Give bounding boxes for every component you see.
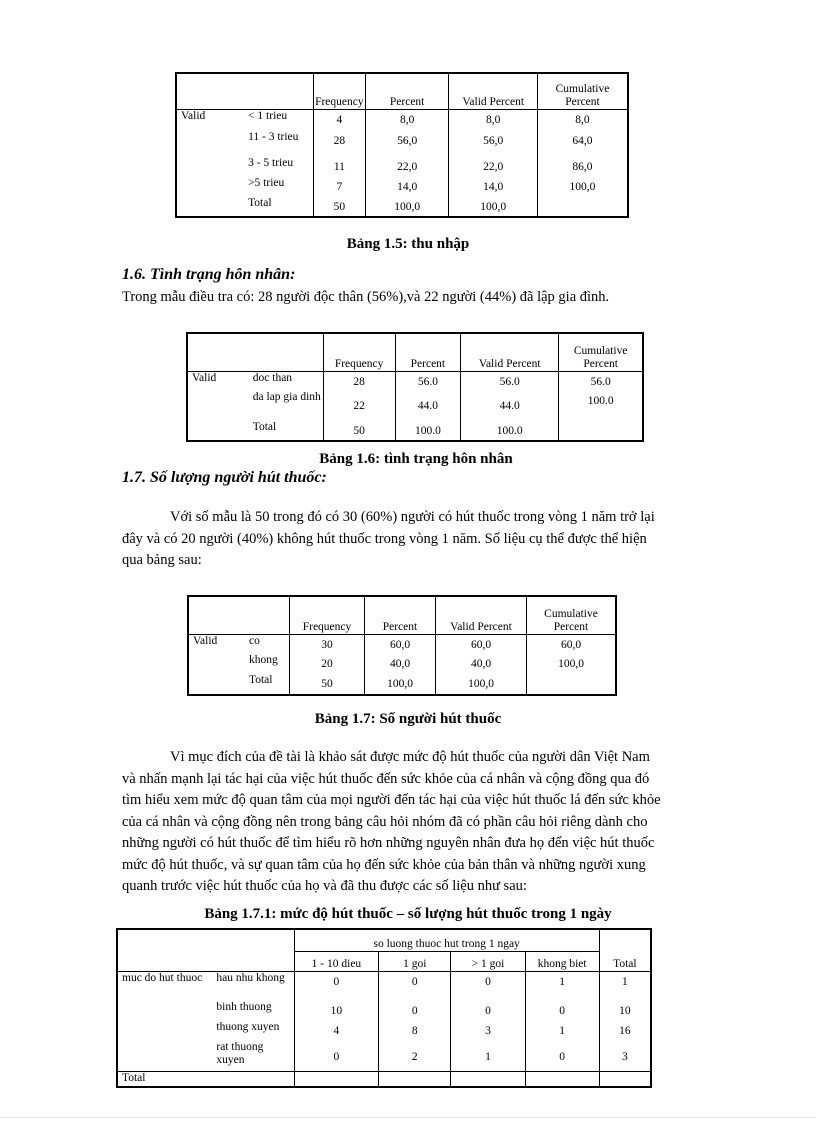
cell-cum: 86,0 (537, 157, 628, 177)
cell-cum: 56.0 (559, 371, 643, 391)
cell-freq: 28 (313, 131, 365, 157)
cell: 3 (599, 1041, 651, 1071)
col-header-valid-percent: Valid Percent (461, 333, 559, 371)
cell-vpct: 22,0 (449, 157, 538, 177)
cell-vpct: 100,0 (436, 674, 527, 695)
cell-pct: 100,0 (365, 197, 449, 217)
cell: 8 (379, 1021, 451, 1041)
text-line: qua bảng sau: (122, 552, 202, 568)
col-header-frequency: Frequency (323, 333, 395, 371)
cell: 0 (451, 1001, 525, 1021)
group-label: Valid (176, 109, 238, 217)
cell (599, 1071, 651, 1087)
cell-cum: 100,0 (537, 177, 628, 197)
row-label: co (241, 634, 290, 654)
text-line: Vì mục đích của đề tài là khảo sát được mức độ hút thuốc của người dân Việt Nam (170, 749, 650, 765)
cell-freq: 11 (313, 157, 365, 177)
cell-cum: 100.0 (559, 391, 643, 421)
section-heading: 1.7. Số lượng người hút thuốc: (122, 469, 327, 486)
col-header: khong biet (525, 951, 599, 971)
text-line: mức độ hút thuốc, và sự quan tâm của họ đến sức khỏe của bản thân và những người xung (122, 856, 646, 873)
cell-pct: 8,0 (365, 109, 449, 131)
cell-cum: 64,0 (537, 131, 628, 157)
col-header: > 1 goi (451, 951, 525, 971)
body-paragraph (122, 747, 722, 898)
group-label: Valid (187, 371, 243, 441)
section-heading: 1.6. Tình trạng hôn nhân: (122, 266, 296, 283)
cell: 0 (525, 1001, 599, 1021)
cell-vpct: 14,0 (449, 177, 538, 197)
col-header-total: Total (599, 929, 651, 971)
span-header: so luong thuoc hut trong 1 ngay (294, 929, 599, 951)
cell-vpct: 100,0 (449, 197, 538, 217)
col-header-frequency: Frequency (313, 73, 365, 109)
row-group-label: muc do hut thuoc (117, 971, 212, 1071)
cell-cum: 8,0 (537, 109, 628, 131)
row-label: 11 - 3 trieu (238, 131, 313, 157)
cell: 0 (451, 971, 525, 1001)
cell-cum (559, 421, 643, 441)
cell: 2 (379, 1041, 451, 1071)
cell-pct: 56.0 (395, 371, 461, 391)
cell-vpct: 40,0 (436, 654, 527, 674)
col-header-cumulative-percent: Cumulative Percent (537, 73, 628, 109)
row-label: doc than (243, 371, 323, 391)
table-caption: Bảng 1.6: tình trạng hôn nhân (319, 451, 513, 467)
smoking-crosstab (116, 928, 652, 1088)
cell-freq: 7 (313, 177, 365, 197)
header-empty (176, 73, 313, 109)
cell-vpct: 100.0 (461, 421, 559, 441)
header-empty (117, 929, 294, 971)
cell-pct: 22,0 (365, 157, 449, 177)
col-header-valid-percent: Valid Percent (449, 73, 538, 109)
cell: 4 (294, 1021, 379, 1041)
section-paragraph (122, 507, 702, 572)
cell-vpct: 8,0 (449, 109, 538, 131)
cell-freq: 50 (323, 421, 395, 441)
cell: 1 (525, 1021, 599, 1041)
cell: 1 (451, 1041, 525, 1071)
text-line: Với số mẫu là 50 trong đó có 30 (60%) người có hút thuốc trong vòng 1 năm trở lại (170, 509, 655, 525)
text-line: của cá nhân và cộng đồng nên trong bảng câu hỏi nhóm đã có phần câu hỏi riêng dành cho (122, 813, 648, 830)
row-label-total: Total (243, 421, 323, 441)
income-table (175, 72, 629, 218)
cell-freq: 4 (313, 109, 365, 131)
cell: 1 (525, 971, 599, 1001)
text-line: quanh trước việc hút thuốc của họ và đã thu được các số liệu như sau: (122, 878, 527, 894)
col-header-cumulative-percent: Cumulative Percent (559, 333, 643, 371)
crosstab-container (116, 928, 652, 1084)
cell (525, 1071, 599, 1087)
cell-pct: 44.0 (395, 391, 461, 421)
cell-vpct: 56.0 (461, 371, 559, 391)
table-caption: Bảng 1.5: thu nhập (346, 236, 470, 252)
col-header-percent: Percent (365, 596, 436, 634)
cell: 3 (451, 1021, 525, 1041)
cell-pct: 40,0 (365, 654, 436, 674)
cell-pct: 56,0 (365, 131, 449, 157)
header-empty (187, 333, 323, 371)
col-header: 1 - 10 dieu (294, 951, 379, 971)
col-header-valid-percent: Valid Percent (436, 596, 527, 634)
header-empty (188, 596, 290, 634)
text-line: những người có hút thuốc để tìm hiểu rõ hơn những nguyên nhân đưa họ đến việc hút thuốc (122, 835, 655, 851)
cell-cum: 100,0 (527, 654, 617, 674)
smokers-table (187, 595, 617, 696)
cell-pct: 100.0 (395, 421, 461, 441)
row-label-total: Total (238, 197, 313, 217)
table-caption: Bảng 1.7.1: mức độ hút thuốc – số lượng hút thuốc trong 1 ngày (204, 906, 612, 922)
cell-cum (527, 674, 617, 695)
cell-freq: 50 (313, 197, 365, 217)
cell: 0 (379, 971, 451, 1001)
row-label: 3 - 5 trieu (238, 157, 313, 177)
text-line: Trong mẫu điều tra có: 28 người độc thân (56%),và 22 người (44%) đã lập gia đình. (122, 289, 610, 305)
cell: 10 (294, 1001, 379, 1021)
cell: 0 (525, 1041, 599, 1071)
row-label-total: Total (241, 674, 290, 695)
row-label: >5 trieu (238, 177, 313, 197)
col-header-cumulative-percent: Cumulative Percent (527, 596, 617, 634)
cell (379, 1071, 451, 1087)
group-label: Valid (188, 634, 241, 695)
row-label: khong (241, 654, 290, 674)
cell-vpct: 60,0 (436, 634, 527, 654)
text-line: đây và có 20 người (40%) không hút thuốc trong vòng 1 năm. Số liệu cụ thể được thể hiện (122, 530, 647, 547)
row-label: thuong xuyen (212, 1021, 294, 1041)
cell: 0 (379, 1001, 451, 1021)
row-label: rat thuong xuyen (212, 1041, 294, 1071)
cell: 1 (599, 971, 651, 1001)
col-header-frequency: Frequency (290, 596, 365, 634)
cell-freq: 28 (323, 371, 395, 391)
section-text (122, 287, 682, 309)
col-header-percent: Percent (365, 73, 449, 109)
table-caption: Bảng 1.7: Số người hút thuốc (314, 711, 502, 727)
cell-freq: 50 (290, 674, 365, 695)
cell-freq: 22 (323, 391, 395, 421)
text-line: tìm hiểu xem mức độ quan tâm của mọi người đến tác hại của việc hút thuốc lá đến sức khỏe (122, 792, 661, 808)
cell-pct: 14,0 (365, 177, 449, 197)
cell-freq: 20 (290, 654, 365, 674)
cell (294, 1071, 379, 1087)
row-label-total: Total (117, 1071, 294, 1087)
cell: 16 (599, 1021, 651, 1041)
col-header-percent: Percent (395, 333, 461, 371)
text-line: và nhấn mạnh lại tác hại của việc hút thuốc đến sức khỏe của cá nhân và cộng đồng qua đó (122, 770, 650, 787)
cell-vpct: 44.0 (461, 391, 559, 421)
cell: 0 (294, 1041, 379, 1071)
row-label: < 1 trieu (238, 109, 313, 131)
cell-cum: 60,0 (527, 634, 617, 654)
row-label: hau nhu khong (212, 971, 294, 1001)
cell-vpct: 56,0 (449, 131, 538, 157)
row-label: da lap gia dinh (243, 391, 323, 421)
cell-pct: 60,0 (365, 634, 436, 654)
cell: 0 (294, 971, 379, 1001)
cell-freq: 30 (290, 634, 365, 654)
row-label: binh thuong (212, 1001, 294, 1021)
cell-pct: 100,0 (365, 674, 436, 695)
cell (451, 1071, 525, 1087)
cell-cum (537, 197, 628, 217)
marital-status-table (186, 332, 644, 442)
col-header: 1 goi (379, 951, 451, 971)
cell: 10 (599, 1001, 651, 1021)
page-edge-divider (0, 1117, 816, 1118)
